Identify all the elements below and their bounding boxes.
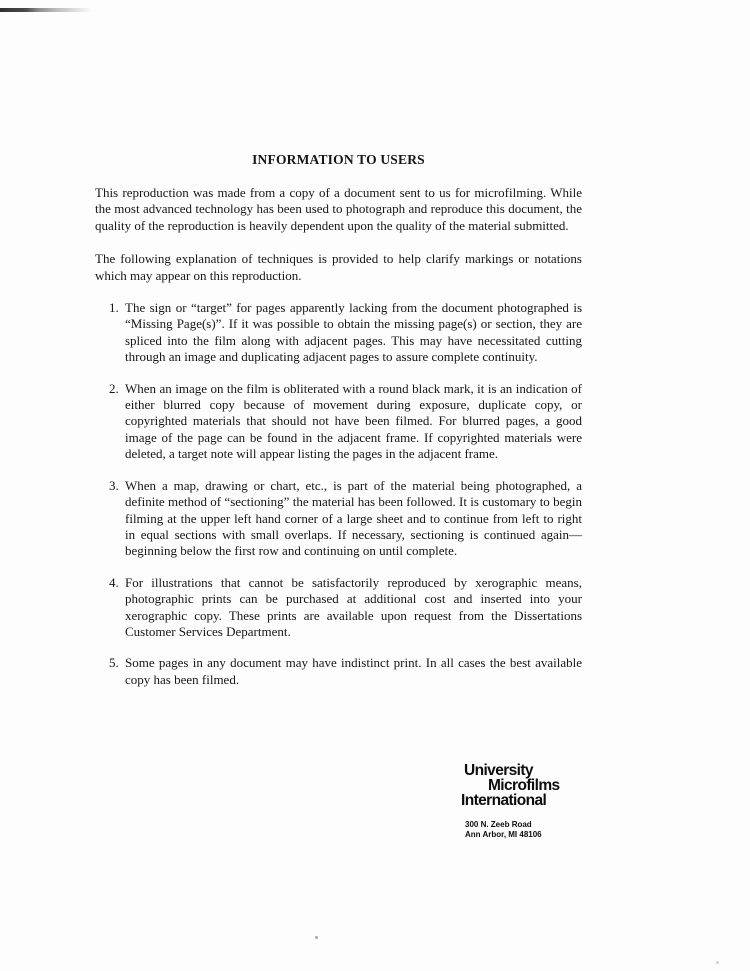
umi-address [465,820,601,839]
list-item-number: 5. [109,655,119,671]
list-item-number: 2. [109,380,119,396]
list-item-2 [95,381,582,463]
list-item-number: 1. [109,300,119,316]
umi-address-city: Ann Arbor, MI 48106 [465,829,542,839]
explanation-paragraph: The following explanation of techniques is provided to help clarify markings or notations which may appear on this reproduction. [95,251,582,283]
list-item-text: Some pages in any document may have indistinct print. In all cases the best available copy has been filmed. [125,655,582,687]
list-item-5 [95,655,582,688]
list-item-4 [95,575,582,641]
scan-dot-artifact [315,936,318,939]
scan-streak-artifact [0,8,92,12]
page-title: INFORMATION TO USERS [252,152,425,167]
list-item-text: When a map, drawing or chart, etc., is part of the material being photographed, a definite method of “sectioning” the material has been followed. It is customary to begin filming at the upper left hand corner of a large sheet and to continue from left to right in equal sections with small overlaps. If necessary, sectioning is continued again—beginning below the first row and continuing on until complete. [125,477,582,559]
list-item-number: 4. [109,574,119,590]
umi-logo-line-microfilms: Microfilms [488,777,560,794]
list-item-text: The sign or “target” for pages apparently lacking from the document photographed is “Missing Page(s)”. If it was possible to obtain the missing page(s) or section, they are spliced into the film along with adjacent pages. This may have necessitated cutting through an image and duplicating adjacent pages to assure complete continuity. [125,300,582,365]
umi-address-street: 300 N. Zeeb Road [465,820,532,829]
umi-logo-line-international: International [461,792,547,809]
list-item-3 [95,478,582,560]
list-item-1 [95,300,582,366]
scan-corner-artifact [716,961,719,964]
intro-paragraph: This reproduction was made from a copy of a document sent to us for microfilming. While the most advanced technology has been used to photograph and reproduce this document, the quality of the reproduction is heavily dependent upon the quality of the material submitted. [95,185,582,233]
numbered-list [95,300,582,688]
list-item-text: When an image on the film is obliterated with a round black mark, it is an indication of either blurred copy because of movement during exposure, duplicate copy, or copyrighted materials that should not have been filmed. For blurred pages, a good image of the page can be found in the adjacent frame. If copyrighted materials were deleted, a target note will appear listing the pages in the adjacent frame. [125,380,582,462]
list-item-number: 3. [109,477,119,493]
document-body [95,152,582,703]
list-item-text: For illustrations that cannot be satisfactorily reproduced by xerographic means, photographic prints can be purchased at additional cost and inserted into your xerographic copy. These prints are available upon request from the Dissertations Customer Services Department. [125,574,582,639]
umi-logo [461,763,601,839]
umi-logo-line-university: University [464,762,533,779]
